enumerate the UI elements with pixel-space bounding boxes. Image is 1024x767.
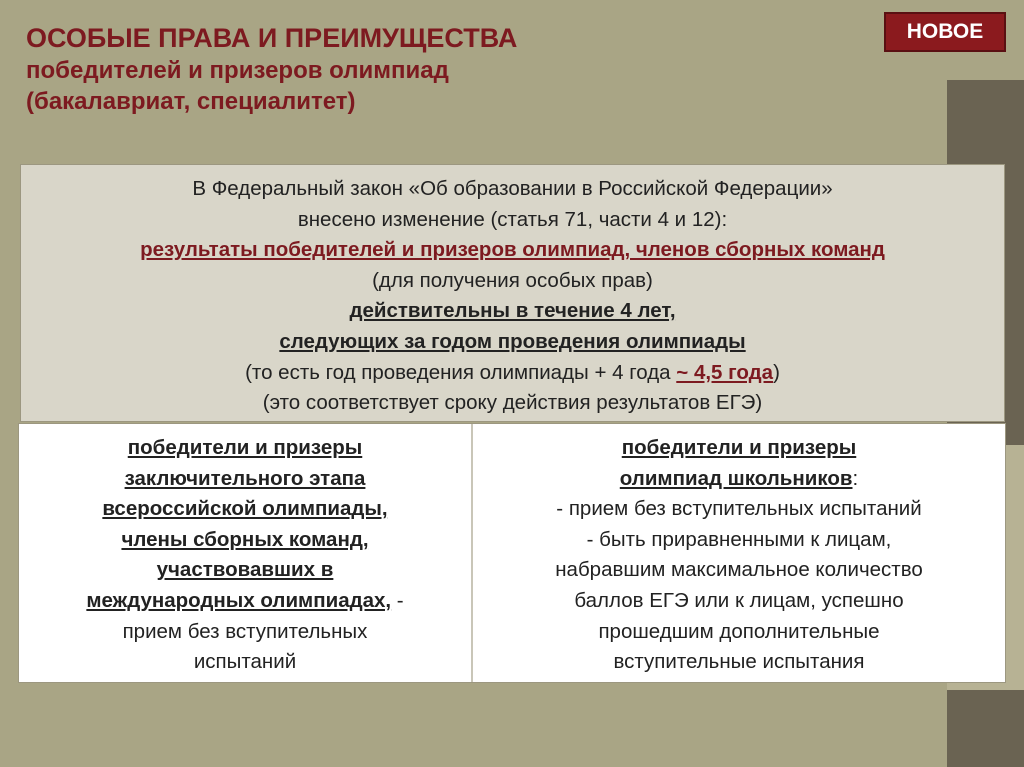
law-line-1: В Федеральный закон «Об образовании в Российской Федерации» [192,177,833,200]
law-line-4: (для получения особых прав) [372,268,653,292]
new-badge: НОВОЕ [884,12,1006,52]
right-line-2-text: олимпиад школьников [619,466,853,490]
right-line-7: прошедшим дополнительные [598,619,880,643]
title-line-3: (бакалавриат, специалитет) [26,88,356,115]
left-line-2: заключительного этапа [124,466,366,490]
left-line-7: прием без вступительных [122,619,368,643]
right-line-1: победители и призеры [621,436,857,459]
right-line-2 [473,464,1005,495]
left-line-5: участвовавших в [156,558,334,582]
right-line-8: вступительные испытания [613,650,865,674]
left-line-1: победители и призеры [127,436,363,459]
title-line-2: победителей и призеров олимпиад [26,57,449,84]
slide-title [26,22,726,117]
right-line-4: - быть приравненными к лицам, [586,527,892,551]
left-line-3: всероссийской олимпиады, [102,497,388,521]
right-line-5: набравшим максимальное количество [555,558,923,582]
title-line-1: ОСОБЫЕ ПРАВА И ПРЕИМУЩЕСТВА [26,23,518,53]
right-line-3: - прием без вступительных испытаний [556,497,922,521]
left-line-6 [19,586,471,617]
right-line-2-suffix: : [852,466,859,490]
right-column [471,424,1005,682]
comparison-table [18,423,1006,683]
law-line-7-suffix: ) [773,360,780,384]
right-line-6: баллов ЕГЭ или к лицам, успешно [574,588,904,612]
law-line-5: действительны в течение 4 лет, [349,299,676,323]
law-line-2: внесено изменение (статья 71, части 4 и 12): [297,207,728,231]
law-change-box [20,164,1005,422]
law-line-6: следующих за годом проведения олимпиады [279,329,746,353]
left-line-8: испытаний [193,650,297,674]
law-line-7-prefix: (то есть год проведения олимпиады + 4 года [245,360,677,384]
law-line-8: (это соответствует сроку действия результатов ЕГЭ) [262,391,763,415]
law-line-7-highlight: ~ 4,5 года [676,360,774,384]
law-line-7 [21,358,1004,389]
right-decor-block-bottom [947,690,1024,767]
left-line-6-suffix: - [391,588,404,612]
law-line-3: результаты победителей и призеров олимпиад, членов сборных команд [140,238,885,262]
left-column [19,424,471,682]
left-line-6-text: международных олимпиадах, [86,588,392,612]
left-line-4: члены сборных команд, [121,527,369,551]
